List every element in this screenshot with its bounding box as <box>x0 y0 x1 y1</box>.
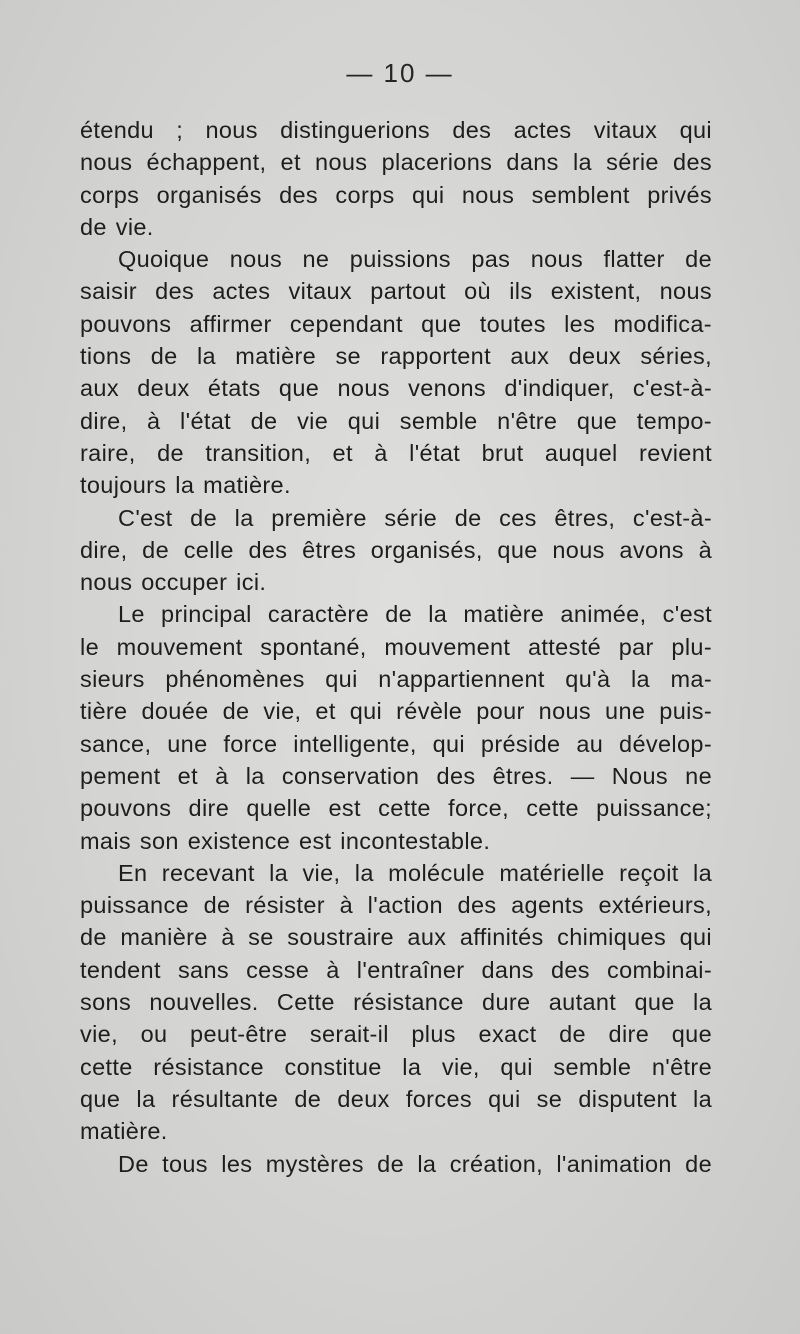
text-line: tions de la matière se rapportent aux deux séries, <box>80 343 712 370</box>
text-line: que la résultante de deux forces qui se disputent la <box>80 1085 712 1112</box>
text-line: pement et à la conservation des êtres. — Nous ne <box>80 762 712 789</box>
text-line: Le principal caractère de la matière animée, c'est <box>118 601 712 628</box>
text-line: De tous les mystères de la création, l'animation de <box>118 1150 712 1177</box>
paragraph <box>80 857 712 1148</box>
paragraph <box>80 598 712 856</box>
text-line: sons nouvelles. Cette résistance dure autant que la <box>80 989 712 1016</box>
paragraph <box>80 502 712 599</box>
paragraph <box>80 114 712 243</box>
text-line: de vie. <box>80 213 154 240</box>
text-line: vie, ou peut-être serait-il plus exact de dire que <box>80 1021 712 1048</box>
text-line: dire, à l'état de vie qui semble n'être que tempo- <box>80 407 712 434</box>
text-line: cette résistance constitue la vie, qui semble n'être <box>80 1053 712 1080</box>
text-line: tendent sans cesse à l'entraîner dans des combinai- <box>80 956 712 983</box>
text-line: nous occuper ici. <box>80 569 267 596</box>
text-line: sance, une force intelligente, qui préside au dévelop- <box>80 730 712 757</box>
text-line: corps organisés des corps qui nous semblent privés <box>80 181 712 208</box>
body-text <box>80 114 712 1180</box>
text-line: C'est de la première série de ces êtres, c'est-à- <box>118 504 712 531</box>
text-line: saisir des actes vitaux partout où ils existent, nous <box>80 278 712 305</box>
text-line: puissance de résister à l'action des agents extérieurs, <box>80 892 712 919</box>
text-line: mais son existence est incontestable. <box>80 827 491 854</box>
text-line: En recevant la vie, la molécule matérielle reçoit la <box>118 859 712 886</box>
text-line: matière. <box>80 1118 168 1145</box>
text-line: le mouvement spontané, mouvement attesté par plu- <box>80 633 712 660</box>
text-line: dire, de celle des êtres organisés, que nous avons à <box>80 536 712 563</box>
text-line: pouvons dire quelle est cette force, cette puissance; <box>80 795 712 822</box>
text-line: de manière à se soustraire aux affinités chimiques qui <box>80 924 712 951</box>
text-line: aux deux états que nous venons d'indiquer, c'est-à- <box>80 375 712 402</box>
text-line: nous échappent, et nous placerions dans la série des <box>80 149 712 176</box>
text-line: pouvons affirmer cependant que toutes les modifica- <box>80 310 712 337</box>
paragraph <box>80 1148 712 1180</box>
text-line: toujours la matière. <box>80 472 291 499</box>
text-line: Quoique nous ne puissions pas nous flatter de <box>118 246 712 273</box>
page-number: — 10 — <box>346 58 454 88</box>
text-line: tière douée de vie, et qui révèle pour nous une puis- <box>80 698 712 725</box>
text-line: sieurs phénomènes qui n'appartiennent qu'à la ma- <box>80 666 712 693</box>
paragraph <box>80 243 712 501</box>
text-line: étendu ; nous distinguerions des actes vitaux qui <box>80 117 712 143</box>
text-line: raire, de transition, et à l'état brut auquel revient <box>80 439 712 466</box>
